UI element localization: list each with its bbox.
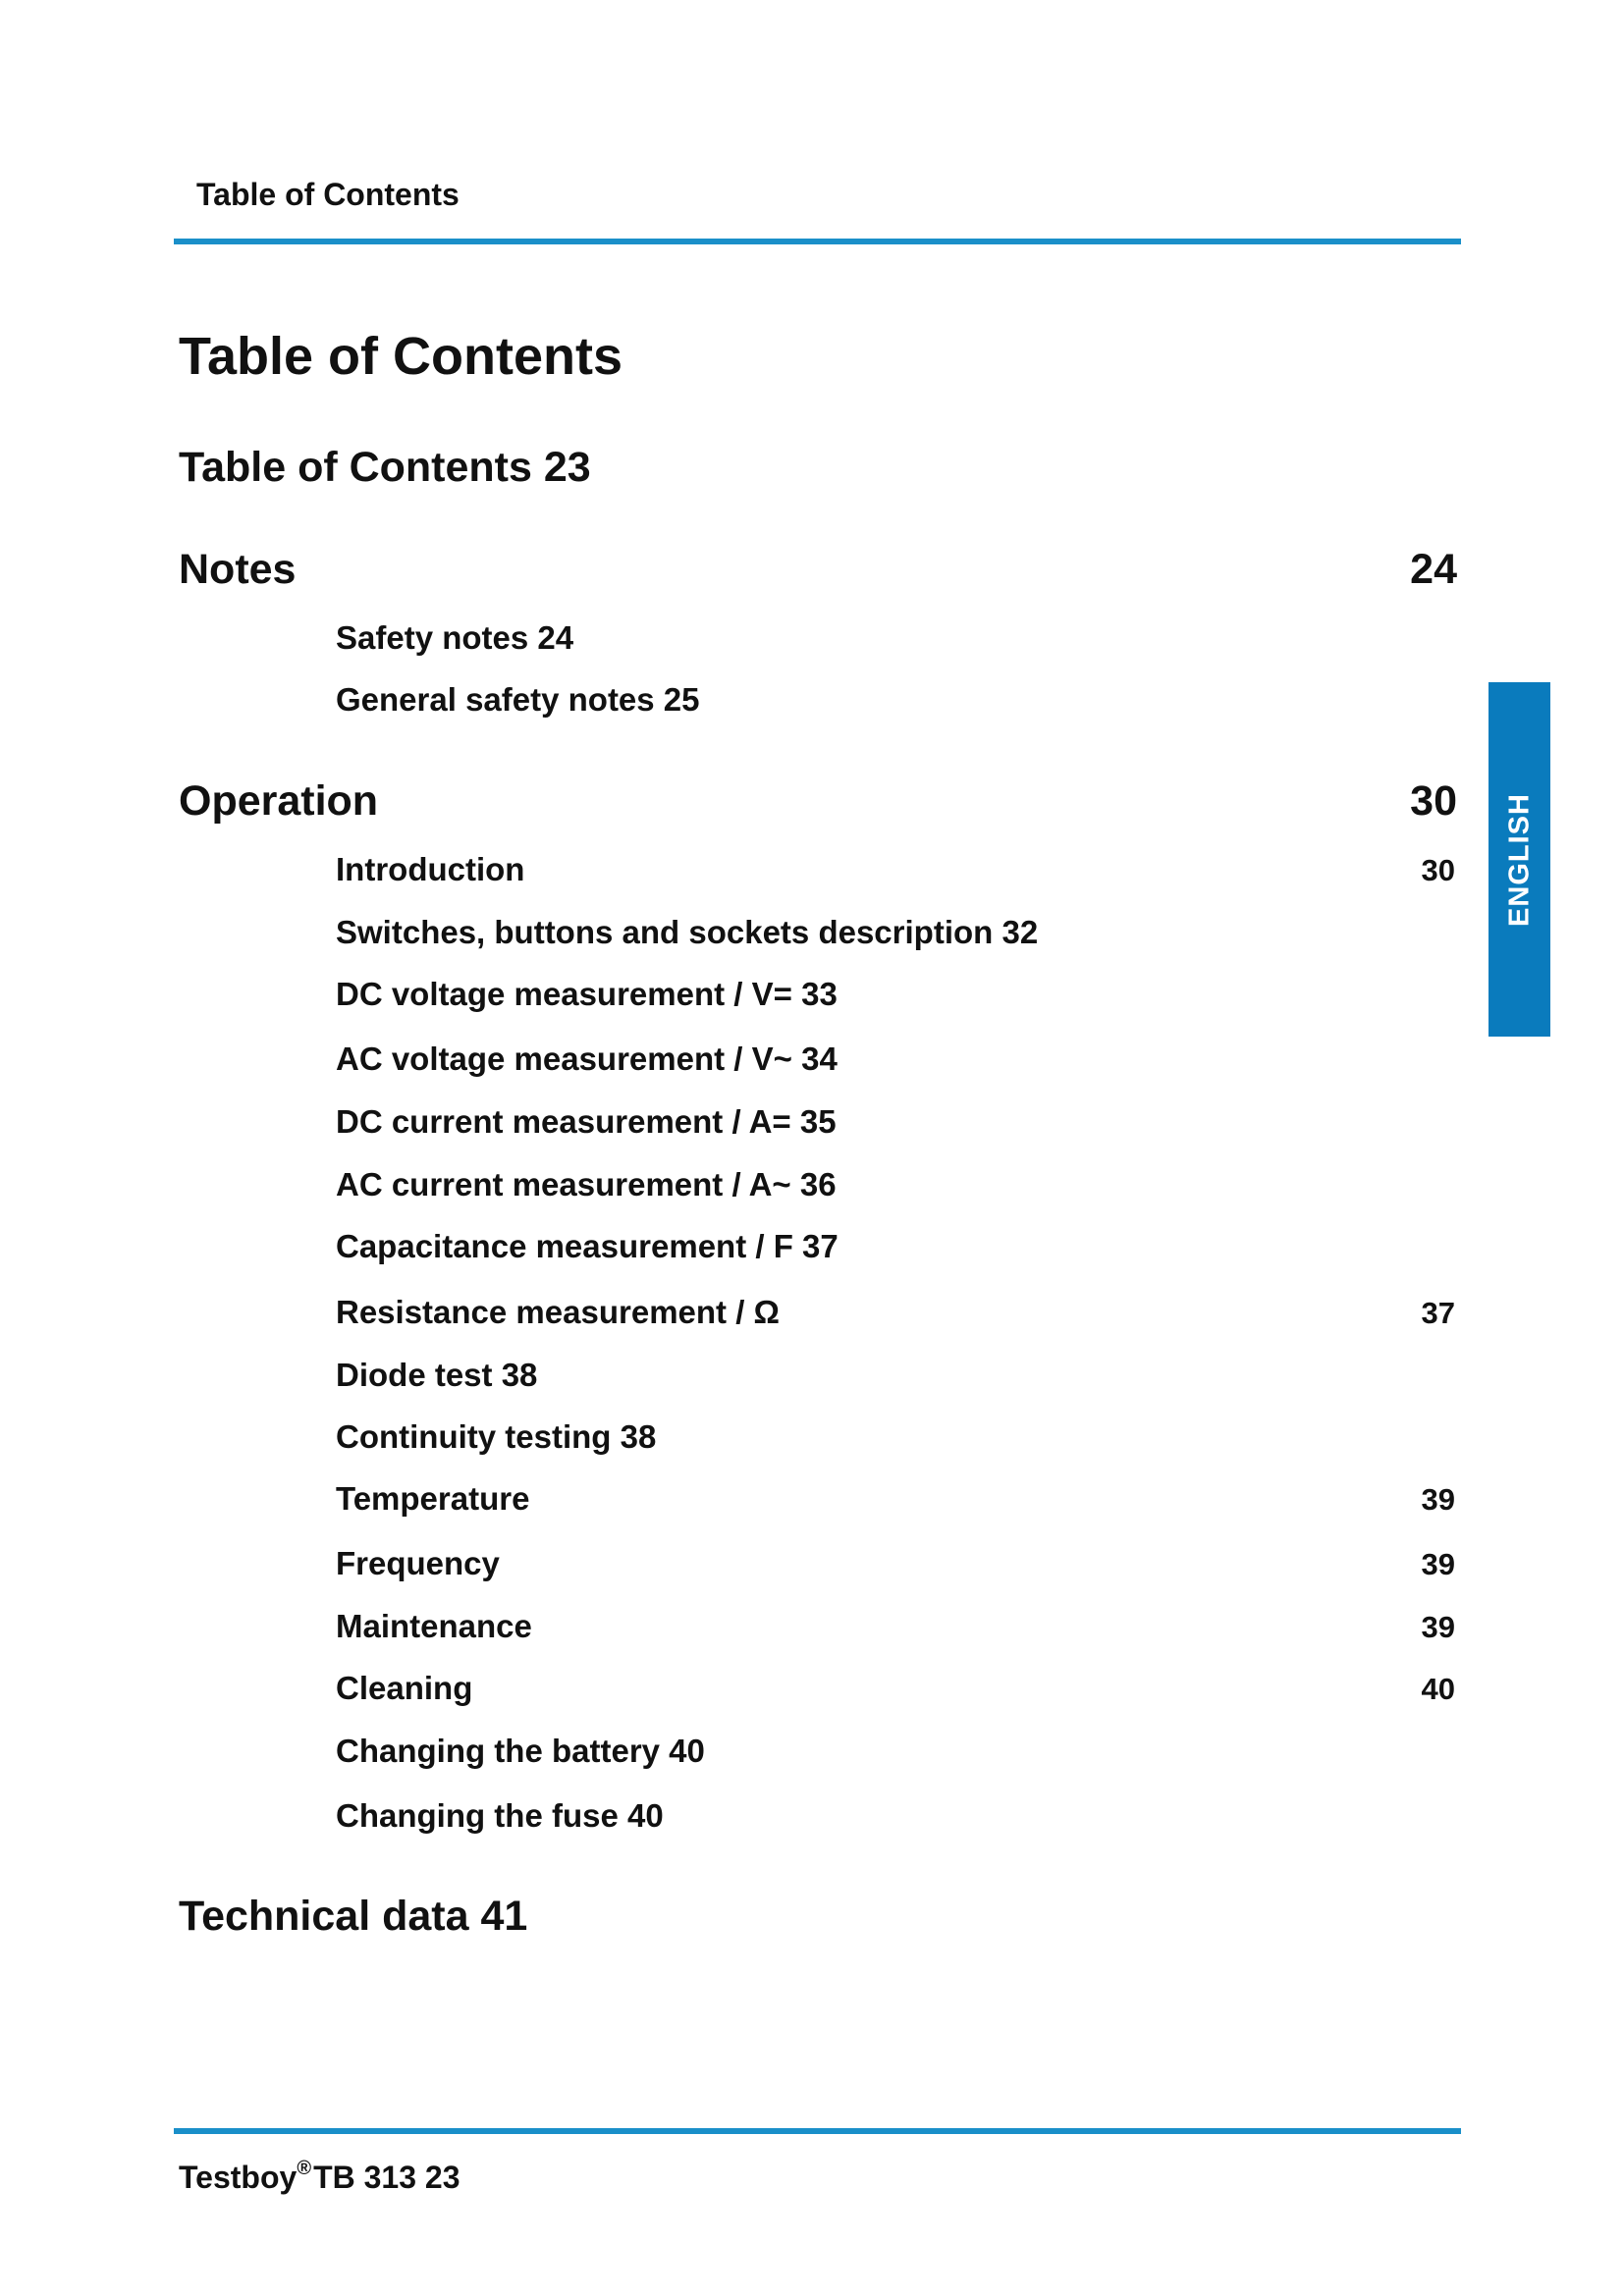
toc-item-ac-voltage[interactable]: AC voltage measurement / V~ 34 — [336, 1041, 838, 1077]
registered-mark: ® — [297, 2158, 312, 2179]
toc-page-cleaning: 40 — [1421, 1672, 1455, 1706]
toc-section-operation[interactable]: Operation — [179, 777, 379, 825]
footer-model-page: TB 313 23 — [313, 2160, 460, 2195]
toc-page-frequency: 39 — [1421, 1547, 1455, 1581]
toc-item-capacitance[interactable]: Capacitance measurement / F 37 — [336, 1228, 839, 1264]
toc-item-frequency[interactable]: Frequency — [336, 1545, 500, 1581]
toc-page-operation: 30 — [1410, 777, 1457, 825]
toc-item-changing-battery[interactable]: Changing the battery 40 — [336, 1733, 705, 1769]
toc-item-introduction[interactable]: Introduction — [336, 851, 525, 887]
footer — [179, 2158, 460, 2196]
toc-item-ac-current[interactable]: AC current measurement / A~ 36 — [336, 1166, 837, 1202]
toc-item-dc-current[interactable]: DC current measurement / A= 35 — [336, 1103, 837, 1140]
footer-rule — [174, 2128, 1461, 2134]
toc-item-general-safety-notes[interactable]: General safety notes 25 — [336, 681, 700, 718]
toc-item-cleaning[interactable]: Cleaning — [336, 1670, 473, 1706]
toc-page-temperature: 39 — [1421, 1482, 1455, 1517]
running-header: Table of Contents — [196, 177, 460, 212]
footer-brand: Testboy — [179, 2160, 298, 2195]
toc-section-notes[interactable]: Notes — [179, 546, 297, 593]
toc-item-continuity[interactable]: Continuity testing 38 — [336, 1418, 657, 1455]
page-title: Table of Contents — [179, 327, 623, 386]
toc-page-resistance: 37 — [1421, 1296, 1455, 1330]
toc-item-safety-notes[interactable]: Safety notes 24 — [336, 619, 574, 656]
toc-item-temperature[interactable]: Temperature — [336, 1480, 530, 1517]
toc-item-dc-voltage[interactable]: DC voltage measurement / V= 33 — [336, 976, 838, 1012]
language-tab — [1489, 682, 1550, 1037]
toc-page-notes: 24 — [1410, 546, 1457, 593]
header-rule — [174, 239, 1461, 244]
toc-section-technical-data[interactable]: Technical data 41 — [179, 1893, 528, 1940]
toc-page-maintenance: 39 — [1421, 1610, 1455, 1644]
toc-item-resistance[interactable]: Resistance measurement / Ω — [336, 1294, 780, 1330]
toc-item-maintenance[interactable]: Maintenance — [336, 1608, 532, 1644]
toc-item-changing-fuse[interactable]: Changing the fuse 40 — [336, 1797, 664, 1834]
toc-item-diode-test[interactable]: Diode test 38 — [336, 1357, 538, 1393]
language-tab-label: ENGLISH — [1503, 792, 1535, 927]
toc-entry-table-of-contents[interactable]: Table of Contents 23 — [179, 444, 591, 491]
toc-item-switches-buttons-sockets[interactable]: Switches, buttons and sockets description 32 — [336, 914, 1039, 950]
toc-page-introduction: 30 — [1421, 853, 1455, 887]
